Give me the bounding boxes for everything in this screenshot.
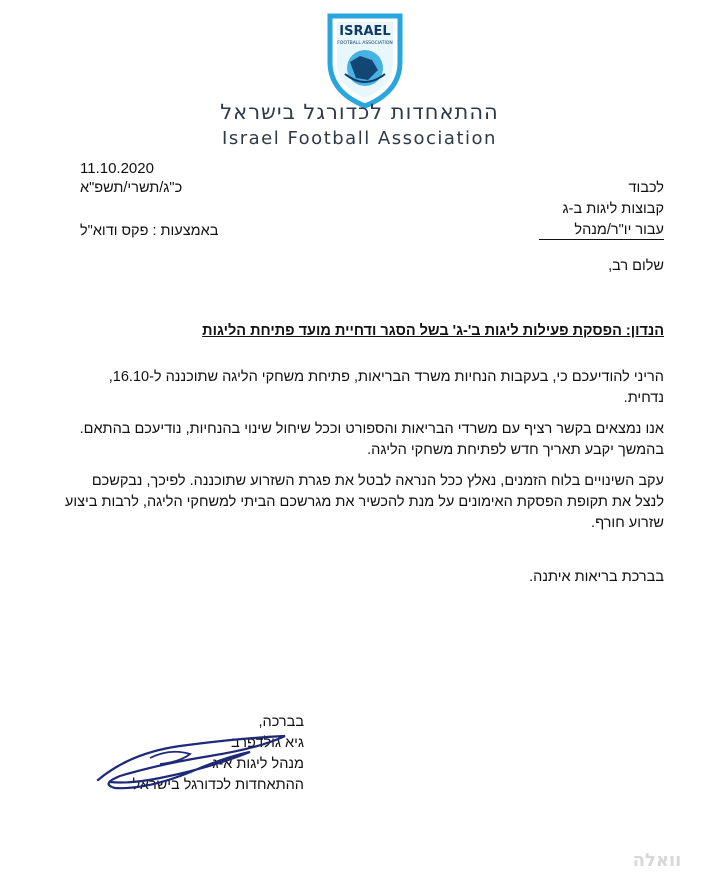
signature-line: מנהל ליגות א-ג (212, 756, 304, 772)
closing-wish: בברכת בריאות איתנה. (529, 569, 664, 585)
paragraph-line: נדחית. (623, 390, 664, 406)
body-paragraph-1 (64, 367, 664, 409)
body-paragraph-2 (64, 419, 664, 461)
recipient-line: לכבוד (628, 180, 664, 196)
paragraph-line: בהמשך יקבע תאריך חדש לפתיחת משחקי הליגה. (367, 442, 664, 458)
delivery-method: באמצעות : פקס ודוא"ל (80, 223, 219, 239)
signature-line: בברכה, (258, 714, 304, 730)
date-gregorian: 11.10.2020 (80, 160, 154, 177)
paragraph-line: לנצל את תקופת הפסקת האימונים על מנת להכשיר את מגרשכם הביתי למשחקי הליגה, לרבות ביצוע (64, 494, 664, 510)
greeting: שלום רב, (608, 258, 664, 274)
recipient-block (464, 178, 664, 241)
logo-subtitle: FOOTBALL ASSOCIATION (337, 41, 393, 46)
body-paragraph-3 (64, 471, 664, 534)
signature-line: ההתאחדות לכדורגל בישראל (132, 777, 304, 793)
org-name-hebrew: ההתאחדות לכדורגל בישראל (220, 100, 499, 124)
paragraph-line: אנו נמצאים בקשר רציף עם משרדי הבריאות והספורט וככל שיחול שינוי בהנחיות, נודיעכם בהתאם. (79, 421, 664, 437)
subject-line: הנדון: הפסקת פעילות ליגות ב'-ג' בשל הסגר ודחיית מועד פתיחת הליגות (202, 323, 664, 339)
recipient-line: עבור יו"ר/מנהל (574, 222, 664, 238)
org-name-english: Israel Football Association (222, 128, 497, 149)
date-hebrew: כ"ג/תשרי/תשפ"א (80, 180, 183, 196)
ifa-logo (320, 10, 410, 110)
ifa-logo-emblem (320, 10, 410, 110)
paragraph-line: עקב השינויים בלוח הזמנים, נאלץ ככל הנראה לבטל את פגרת השזרוע שתוכננה. לפיכך, נבקשכם (91, 473, 664, 489)
watermark-text: וואלה (632, 850, 682, 871)
logo-title: ISRAEL (339, 24, 391, 39)
handwritten-signature (90, 718, 300, 798)
paragraph-line: הריני להודיעכם כי, בעקבות הנחיות משרד הבריאות, פתיחת משחקי הליגה שתוכננה ל-16.10, (108, 369, 664, 385)
signature-line: גיא גולדפרב (230, 735, 304, 751)
watermark-logo (622, 846, 692, 872)
recipient-line: קבוצות ליגות ב-ג (562, 201, 664, 217)
divider-line (539, 238, 664, 240)
paragraph-line: שזרוע חורף. (591, 515, 664, 531)
